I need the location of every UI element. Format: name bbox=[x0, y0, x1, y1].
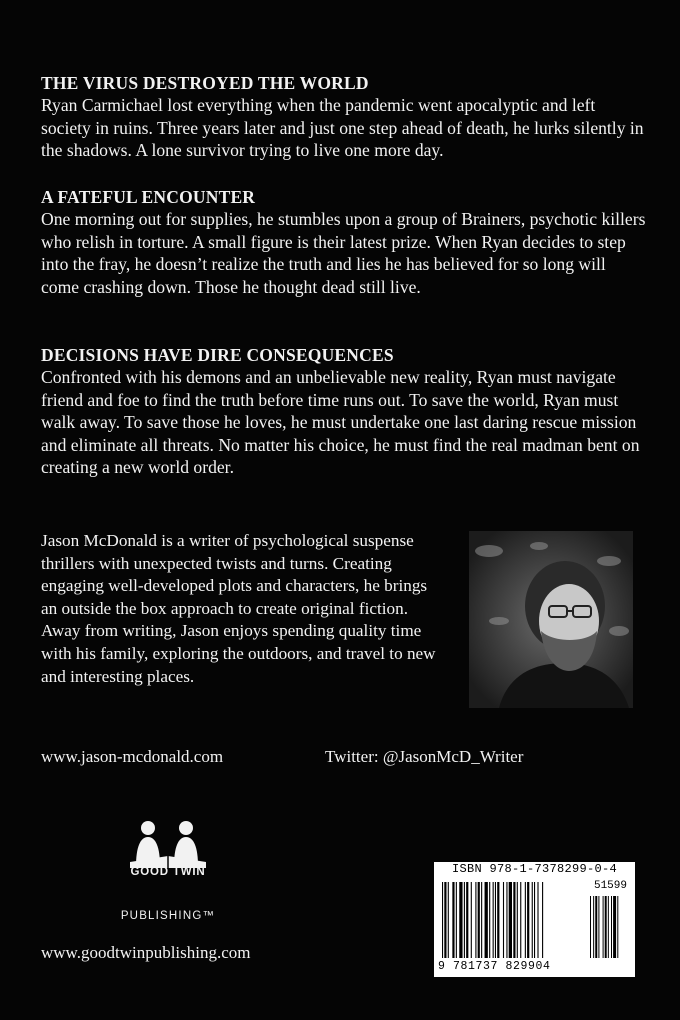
barcode-bar bbox=[466, 882, 468, 958]
barcode-addon-bar bbox=[608, 896, 609, 958]
price-code: 51599 bbox=[593, 880, 627, 892]
isbn-label: ISBN 978-1-7378299-0-4 bbox=[451, 862, 618, 876]
barcode-bar bbox=[513, 882, 515, 958]
publisher-name-line2: PUBLISHING™ bbox=[120, 910, 216, 922]
publisher-name: GOOD TWIN bbox=[130, 866, 206, 878]
barcode-bar bbox=[497, 882, 499, 958]
barcode-bar bbox=[534, 882, 535, 958]
barcode-bar bbox=[520, 882, 521, 958]
section-body: One morning out for supplies, he stumbles upon a group of Brainers, psychotic killers who relish in torture. A small figure is their latest prize. When Ryan decides to step into the fray, he doesn’t realize the truth and lies he has believed for so long will come crashing down. Those he thought dead still live. bbox=[41, 209, 646, 297]
barcode-addon-bar bbox=[617, 896, 618, 958]
barcode-bar bbox=[495, 882, 496, 958]
author-website[interactable]: www.jason-mcdonald.com bbox=[41, 747, 224, 766]
barcode-bar bbox=[517, 882, 518, 958]
barcode-bar bbox=[475, 882, 476, 958]
barcode-addon-bar bbox=[593, 896, 594, 958]
barcode-addon-bar bbox=[611, 896, 612, 958]
barcode-bar bbox=[509, 882, 512, 958]
barcode-addon-bar bbox=[598, 896, 599, 958]
barcode-bar bbox=[448, 882, 449, 958]
author-photo bbox=[469, 531, 633, 708]
author-bio: Jason McDonald is a writer of psychological suspense thrillers with unexpected twists and turns. Creating engaging well-developed plots and characters, he brings an outside the box approach to create original fiction. Away from writing, Jason enjoys spending quality time with his family, exploring the outdoors, and travel to new and interesting places. bbox=[41, 531, 436, 686]
blurb-section-1 bbox=[41, 72, 646, 162]
section-heading: A FATEFUL ENCOUNTER bbox=[41, 187, 256, 207]
barcode-bar bbox=[456, 882, 457, 958]
barcode-bar bbox=[489, 882, 490, 958]
barcode-bar bbox=[503, 882, 504, 958]
barcode-bar bbox=[464, 882, 465, 958]
barcode-bar bbox=[525, 882, 526, 958]
section-heading: THE VIRUS DESTROYED THE WORLD bbox=[41, 73, 369, 93]
barcode-addon-bar bbox=[603, 896, 604, 958]
barcode-bar bbox=[537, 882, 538, 958]
barcode-bar bbox=[471, 882, 472, 958]
barcode-bar bbox=[452, 882, 454, 958]
barcode-addon-bar bbox=[605, 896, 607, 958]
barcode-bar bbox=[493, 882, 494, 958]
barcode-bar bbox=[506, 882, 507, 958]
barcode-addon-bar bbox=[590, 896, 591, 958]
barcode-bar bbox=[444, 882, 446, 958]
barcode-bar bbox=[542, 882, 543, 958]
blurb-section-3 bbox=[41, 344, 646, 479]
section-body: Ryan Carmichael lost everything when the pandemic went apocalyptic and left society in ruins. Three years later and just one step ahead of death, he lurks silently in the shadows. A lone survivor trying to live one more day. bbox=[41, 95, 644, 160]
barcode-bar bbox=[459, 882, 462, 958]
barcode-bar bbox=[478, 882, 480, 958]
barcode-bar bbox=[442, 882, 443, 958]
author-twitter[interactable]: Twitter: @JasonMcD_Writer bbox=[325, 747, 524, 766]
barcode-number: 9 781737 829904 bbox=[438, 960, 551, 973]
publisher-website[interactable]: www.goodtwinpublishing.com bbox=[41, 943, 251, 962]
barcode-addon-bar bbox=[613, 896, 616, 958]
barcode-bar bbox=[527, 882, 529, 958]
barcode-bar bbox=[532, 882, 533, 958]
isbn-barcode bbox=[434, 862, 635, 977]
blurb-section-2 bbox=[41, 186, 646, 298]
barcode-bar bbox=[485, 882, 488, 958]
section-heading: DECISIONS HAVE DIRE CONSEQUENCES bbox=[41, 345, 394, 365]
barcode-addon-bar bbox=[595, 896, 597, 958]
barcode-bar bbox=[481, 882, 482, 958]
section-body: Confronted with his demons and an unbelievable new reality, Ryan must navigate friend and foe to find the truth before time runs out. To save the world, Ryan must walk away. To save those he loves, he must undertake one last daring rescue mission and eliminate all threats. No matter his choice, he must find the real madman bent on creating a new world order. bbox=[41, 367, 640, 477]
